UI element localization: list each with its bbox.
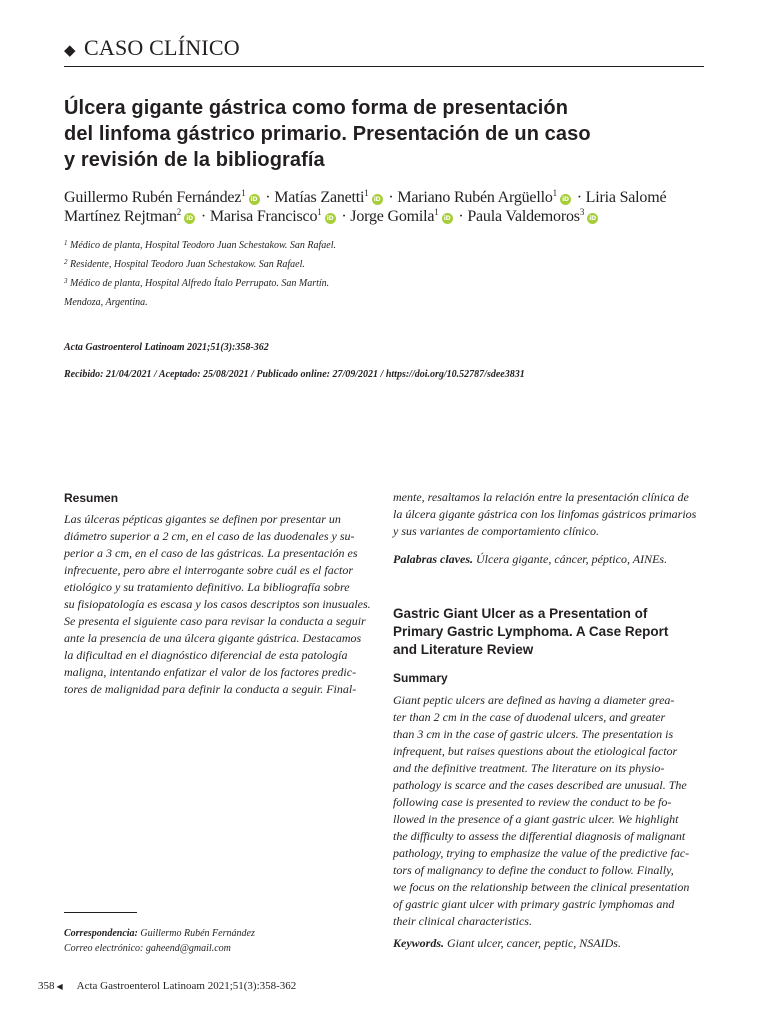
author-name: Jorge Gomila (350, 208, 435, 225)
publication-dates: Recibido: 21/04/2021 / Aceptado: 25/08/2021 / Publicado online: 27/09/2021 / https://doi.org/10.52787/sdee3831 (64, 369, 525, 380)
affiliation: $^3$ Médico de planta, Hospital Alfredo Ítalo Perrupato. San Martín. (64, 277, 330, 289)
summary-line: tors of malignancy to define the conduct to follow. Finally, (393, 863, 674, 877)
title-line: Úlcera gigante gástrica como forma de presentación (64, 97, 569, 119)
title-line: y revisión de la bibliografía (64, 149, 325, 171)
section-header (64, 35, 704, 67)
author-affiliation-mark: 1 (317, 207, 322, 217)
author-name: Matías Zanetti (274, 189, 365, 206)
author-line (64, 188, 724, 207)
footer-journal: Acta Gastroenterol Latinoam 2021;51(3):358-362 (76, 980, 297, 992)
summary-line: pathology is scarce and the cases described are unusual. The (393, 778, 687, 792)
author-list (64, 188, 724, 226)
resumen-line: infrecuente, pero abre el interrogante sobre cuál es el factor (64, 563, 354, 577)
resumen-line: ante la presencia de una úlcera gigante gástrica. Destacamos (64, 631, 362, 645)
summary-heading: Summary (393, 671, 448, 685)
author-name: Marisa Francisco (209, 208, 318, 225)
author-line (64, 207, 724, 226)
english-title-line: and Literature Review (393, 642, 534, 657)
page-footer (38, 980, 296, 992)
author-separator: · (197, 208, 210, 225)
affiliation: $^1$ Médico de planta, Hospital Teodoro Juan Schestakow. San Rafael. (64, 239, 336, 251)
affiliation: Mendoza, Argentina. (64, 297, 148, 308)
summary-line: Giant peptic ulcers are defined as having a diameter grea- (393, 693, 675, 707)
author-affiliation-mark: 3 (579, 207, 585, 217)
palabras-claves: Palabras claves. Úlcera gigante, cáncer, péptico, AINEs. (393, 552, 668, 566)
author-affiliation-mark: 1 (552, 188, 557, 198)
author-affiliation-mark: 1 (241, 188, 246, 198)
email-link[interactable]: gaheend@gmail.com (145, 943, 231, 954)
resumen-line: perior a 3 cm, en el caso de las gástricas. La presentación es (64, 546, 358, 560)
orcid-icon[interactable]: iD (372, 194, 383, 205)
author-name: Mariano Rubén Argüello (397, 189, 553, 206)
orcid-icon[interactable]: iD (587, 213, 598, 224)
resumen-line: mente, resaltamos la relación entre la presentación clínica de (393, 490, 689, 504)
page-number: 358 (38, 980, 55, 992)
affiliations (64, 236, 664, 312)
author-name: Guillermo Rubén Fernández (64, 189, 242, 206)
correspondence-rule (64, 912, 137, 913)
author-separator: · (384, 189, 398, 206)
summary-body (393, 692, 705, 930)
summary-line: llowed in the presence of a giant gastric ulcer. We highlight (393, 812, 679, 826)
author-separator: · (454, 208, 468, 225)
article-title (64, 95, 724, 173)
english-title-line: Primary Gastric Lymphoma. A Case Report (393, 624, 669, 639)
author-separator: · (572, 189, 586, 206)
summary-line: and the definitive treatment. The literature on its physio- (393, 761, 665, 775)
orcid-icon[interactable]: iD (325, 213, 336, 224)
author-separator: · (337, 208, 351, 225)
left-triangle-icon: ◀ (56, 982, 63, 991)
summary-line: we focus on the relationship between the clinical presentation (393, 880, 690, 894)
title-line: del linfoma gástrico primario. Presentación de un caso (64, 123, 591, 145)
resumen-continued (393, 489, 705, 540)
resumen-line: y sus variantes de comportamiento clínico. (393, 524, 599, 538)
summary-line: pathology, trying to emphasize the value of the predictive fac- (393, 846, 690, 860)
resumen-line: Se presenta el siguiente caso para revisar la conducta a seguir (64, 614, 366, 628)
summary-line: following case is presented to review the conduct to be fo- (393, 795, 672, 809)
resumen-line: diámetro superior a 2 cm, en el caso de las duodenales y su- (64, 529, 355, 543)
author-name: Paula Valdemoros (467, 208, 580, 225)
summary-line: ter than 2 cm in the case of duodenal ulcers, and greater (393, 710, 666, 724)
keywords: Keywords. Giant ulcer, cancer, peptic, NSAIDs. (393, 936, 621, 950)
diamond-icon: ◆ (64, 41, 76, 59)
correspondence: Correspondencia: Guillermo Rubén Fernández Correo electrónico: gaheend@gmail.com (64, 928, 255, 954)
summary-line: infrequent, but raises questions about the etiological factor (393, 744, 678, 758)
resumen-line: la dificultad en el diagnóstico diferencial de esta patología (64, 648, 348, 662)
orcid-icon[interactable]: iD (249, 194, 260, 205)
english-title-line: Gastric Giant Ulcer as a Presentation of (393, 606, 648, 621)
resumen-line: tores de malignidad para definir la conducta a seguir. Final- (64, 682, 357, 696)
citation: Acta Gastroenterol Latinoam 2021;51(3):358-362 (64, 342, 269, 353)
summary-line: of gastric giant ulcer with primary gastric lymphomas and (393, 897, 675, 911)
orcid-icon[interactable]: iD (442, 213, 453, 224)
author-name: Martínez Rejtman (64, 208, 177, 225)
section-label: CASO CLÍNICO (84, 35, 240, 60)
resumen-heading: Resumen (64, 491, 119, 505)
resumen-line: Las úlceras pépticas gigantes se definen por presentar un (64, 512, 341, 526)
affiliation: $^2$ Residente, Hospital Teodoro Juan Schestakow. San Rafael. (64, 258, 305, 270)
orcid-icon[interactable]: iD (560, 194, 571, 205)
summary-line: the difficulty to assess the differential diagnosis of malignant (393, 829, 686, 843)
resumen-body (64, 511, 376, 698)
orcid-icon[interactable]: iD (184, 213, 195, 224)
resumen-line: etiológico y su tratamiento definitivo. La bibliografía sobre (64, 580, 350, 594)
resumen-line: maligna, intentando enfatizar el valor de los factores predic- (64, 665, 357, 679)
summary-line: their clinical characteristics. (393, 914, 532, 928)
author-affiliation-mark: 1 (434, 207, 439, 217)
resumen-line: la úlcera gigante gástrica con los linfomas gástricos primarios (393, 507, 697, 521)
english-title (393, 605, 705, 659)
author-affiliation-mark: 2 (176, 207, 182, 217)
author-separator: · (261, 189, 275, 206)
author-affiliation-mark: 1 (364, 188, 369, 198)
author-name: Liria Salomé (585, 189, 667, 206)
summary-line: than 3 cm in the case of gastric ulcers. The presentation is (393, 727, 674, 741)
resumen-line: su fisiopatología es escasa y los casos descriptos son inusuales. (64, 597, 371, 611)
